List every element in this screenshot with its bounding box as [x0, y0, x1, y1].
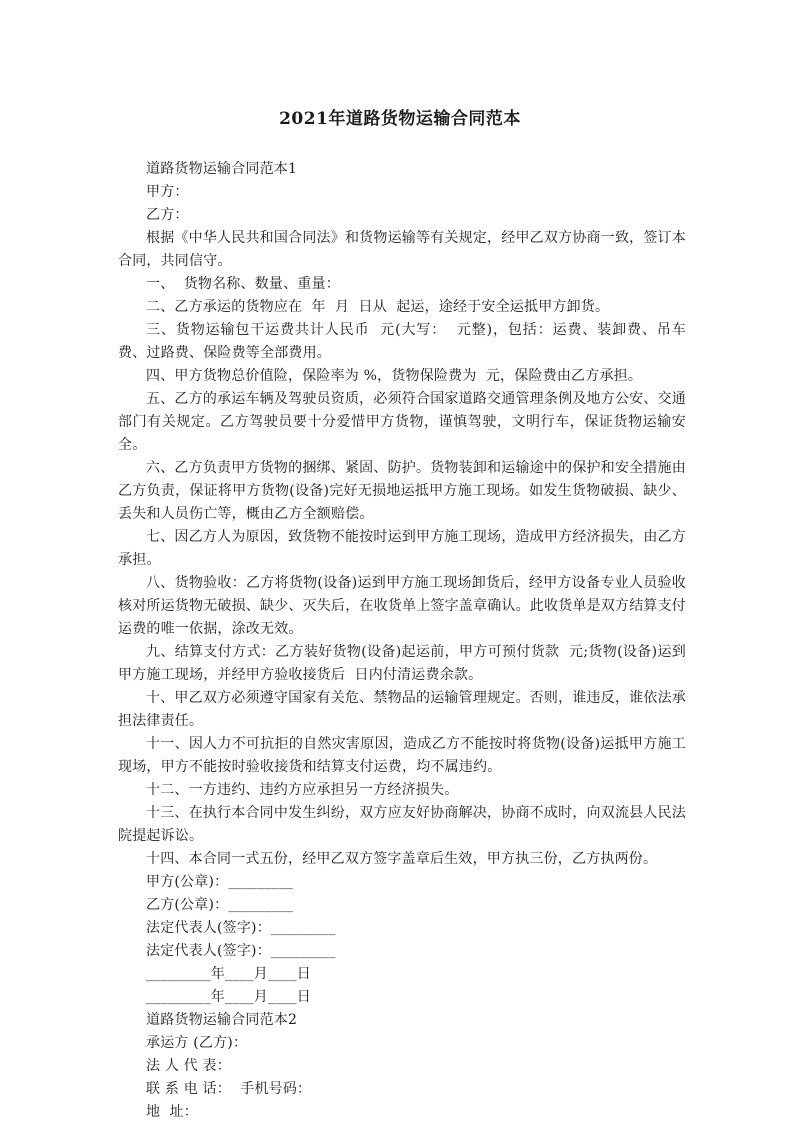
- clause-7: 七、因乙方人为原因，致货物不能按时运到甲方施工现场，造成甲方经济损失，由乙方承担。: [118, 529, 686, 568]
- clause-12: 十二、一方违约、违约方应承担另一方经济损失。: [146, 782, 459, 798]
- document-body: [118, 158, 686, 1124]
- clause-10: 十、甲乙双方必须遵守国家有关危、禁物品的运输管理规定。否则，谁违反，谁依法承担法律责任。: [118, 690, 686, 729]
- clause-14: 十四、本合同一式五份，经甲乙双方签字盖章后生效，甲方执三份，乙方执两份。: [146, 851, 658, 867]
- signature-party-a-seal: 甲方(公章)：_________: [146, 874, 294, 890]
- clause-2: 二、乙方承运的货物应在 年 月 日从 起运，途经于安全运抵甲方卸货。: [146, 299, 610, 315]
- legal-rep-line: 法 人 代 表：: [146, 1058, 231, 1074]
- subtitle-sample-2: 道路货物运输合同范本2: [146, 1012, 298, 1028]
- carrier-line: 承运方 (乙方)：: [146, 1035, 248, 1051]
- clause-3: 三、货物运输包干运费共计人民币 元(大写： 元整)，包括：运费、装卸费、吊车费、过路费、保险费等全部费用。: [118, 322, 686, 361]
- clause-13: 十三、在执行本合同中发生纠纷，双方应友好协商解决，协商不成时，向双流县人民法院提起诉讼。: [118, 805, 686, 844]
- signature-party-b-seal: 乙方(公章)：_________: [146, 897, 294, 913]
- clause-4: 四、甲方货物总价值险，保险率为 %，货物保险费为 元，保险费由乙方承担。: [146, 368, 643, 384]
- address-line: 地 址：: [146, 1104, 198, 1120]
- clause-8: 八、货物验收：乙方将货物(设备)运到甲方施工现场卸货后，经甲方设备专业人员验收核对所运货物无破损、缺少、灭失后，在收货单上签字盖章确认。此收货单是双方结算支付运费的唯一依据，涂改无效。: [118, 575, 686, 637]
- document-title: 2021年道路货物运输合同范本: [279, 109, 521, 129]
- party-b-line: 乙方：: [146, 207, 189, 223]
- clause-9: 九、结算支付方式：乙方装好货物(设备)起运前，甲方可预付货款 元;货物(设备)运到甲方施工现场，并经甲方验收接货后 日内付清运费余款。: [118, 644, 686, 683]
- signature-date-a: _________年____月____日: [146, 966, 311, 982]
- signature-legal-rep-a: 法定代表人(签字)：_________: [146, 920, 336, 936]
- contact-phone-line: 联 系 电 话： 手机号码：: [146, 1081, 312, 1097]
- signature-date-b: _________年____月____日: [146, 989, 311, 1005]
- clause-5: 五、乙方的承运车辆及驾驶员资质，必须符合国家道路交通管理条例及地方公安、交通部门有关规定。乙方驾驶员要十分爱惜甲方货物，谨慎驾驶，文明行车，保证货物运输安全。: [118, 391, 686, 453]
- preamble-paragraph: 根据《中华人民共和国合同法》和货物运输等有关规定，经甲乙双方协商一致，签订本合同，共同信守。: [118, 230, 686, 269]
- clause-6: 六、乙方负责甲方货物的捆绑、紧固、防护。货物装卸和运输途中的保护和安全措施由乙方负责，保证将甲方货物(设备)完好无损地运抵甲方施工现场。如发生货物破损、缺少、丢失和人员伤亡等，概由乙方全额赔偿。: [118, 460, 686, 522]
- party-a-line: 甲方：: [146, 184, 189, 200]
- signature-legal-rep-b: 法定代表人(签字)：_________: [146, 943, 336, 959]
- subtitle-sample-1: 道路货物运输合同范本1: [146, 161, 298, 177]
- clause-1: 一、 货物名称、数量、重量：: [146, 276, 340, 292]
- clause-11: 十一、因人力不可抗拒的自然灾害原因，造成乙方不能按时将货物(设备)运抵甲方施工现场，甲方不能按时验收接货和结算支付运费，均不属违约。: [118, 736, 686, 775]
